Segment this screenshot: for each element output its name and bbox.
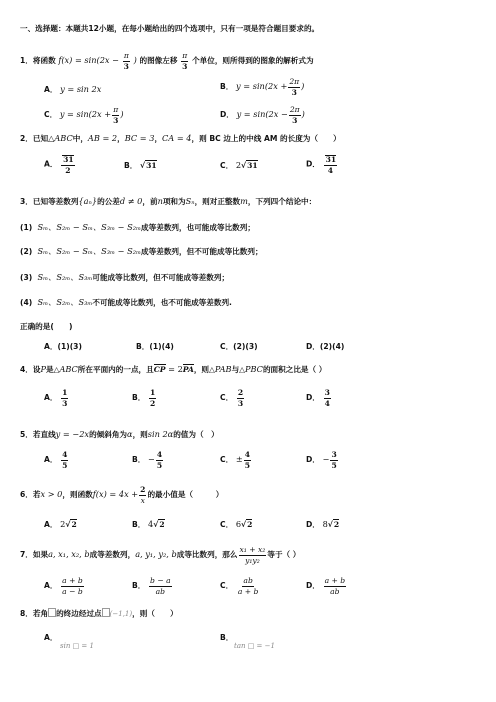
q1-option-b[interactable]: B． y = sin(2x + $\frac{2\pi}{3}$ ) [220,77,305,97]
question-7: 7．如果a, x₁, x₂, b成等差数列，a, y₁, y₂, b成等比数列，那么 $\frac{\text{x₁ + x₂}}{\text{y₁y₂}}$ 等于（ ） [20,545,301,565]
question-1: 1．将函数 f(x) = sin(2x − $\frac{\pi}{3}$ ) 的图像左移 $\frac{\pi}{3}$ 个单位，则所得到的图象的解析式为 [20,51,314,71]
q1-option-c[interactable]: C． y = sin(2x + $\frac{\pi}{3}$ ) [44,105,124,125]
q3-statement-3: (3) Sₘ、S₂ₘ、S₃ₘ可能成等比数列，但不可能成等差数列； [20,272,230,282]
point-placeholder-icon [102,608,110,617]
q1-shift: $\frac{\pi}{3}$ [182,51,188,71]
q7-option-a[interactable]: A． $\frac{a + b}{a - b}$ [44,576,83,596]
q2-option-c[interactable]: C． 2√31 [220,160,258,170]
q7-option-c[interactable]: C． $\frac{ab}{a + b}$ [220,576,259,596]
q5-option-a[interactable]: A． $\frac{4}{5}$ [44,450,68,470]
q6-option-d[interactable]: D． 8√2 [306,519,340,529]
q8-option-b-value: tan □ = −1 [234,642,275,650]
question-4: 4．设P是△ABC所在平面内的一点，且CP = 2PA，则△PAB与△PBC的面积之比是（ ） [20,364,327,374]
q1-pi-over-3: $\frac{\pi}{3}$ [123,51,129,71]
q5-option-d[interactable]: D． − $\frac{3}{5}$ [306,450,337,470]
q1-prefix: 1．将函数 [20,56,56,66]
q5-option-c[interactable]: C． ± $\frac{4}{5}$ [220,450,250,470]
q1-middle-text: 的图像左移 [139,56,178,66]
q3-option-b[interactable]: B．(1)(4) [136,342,174,351]
section-title: 一、选择题：本题共12小题，在每小题给出的四个选项中，只有一项是符合题目要求的。 [20,24,320,33]
q2-option-a[interactable]: A． $\frac{31}{2}$ [44,155,74,175]
q3-statement-4: (4) Sₘ、S₂ₘ、S₃ₘ不可能成等比数列，也不可能成等差数列. [20,297,232,307]
q7-option-b[interactable]: B． $\frac{b - a}{ab}$ [132,576,171,596]
q8-option-b[interactable]: B． [220,633,234,642]
q2-option-b[interactable]: B． √31 [124,161,157,170]
q3-option-a[interactable]: A．(1)(3) [44,342,82,351]
q4-option-c[interactable]: C． $\frac{2}{3}$ [220,388,244,408]
q1-option-a[interactable]: A． y = sin 2x [44,84,102,94]
q3-statement-1: (1) Sₘ、S₂ₘ − Sₘ、S₃ₘ − S₂ₘ成等差数列，也可能成等比数列； [20,222,255,232]
q1-suffix: 个单位，则所得到的图象的解析式为 [192,56,314,66]
q8-option-a[interactable]: A． [44,633,58,642]
question-2: 2．已知△ABC中，AB = 2，BC = 3，CA = 4，则 BC 边上的中线 AM 的长度为（ ） [20,133,341,143]
q3-statement-2: (2) Sₘ、S₂ₘ − Sₘ、S₃ₘ − S₂ₘ成等差数列，但不可能成等比数列； [20,246,263,256]
q4-option-d[interactable]: D． $\frac{3}{4}$ [306,388,330,408]
q1-function: f(x) = sin(2x − [58,55,120,66]
question-3: 3．已知等差数列{aₙ}的公差d ≠ 0，前n项和为Sₙ，则对正整数m，下列四个结论中： [20,196,317,206]
q2-option-d[interactable]: D． $\frac{31}{4}$ [306,155,337,175]
question-8: 8．若角 的终边经过点 (−1,1)，则（ ） [20,609,178,618]
q6-option-a[interactable]: A． 2√2 [44,519,77,529]
angle-placeholder-icon [48,608,56,617]
q6-option-b[interactable]: B． 4√2 [132,519,165,529]
q6-option-c[interactable]: C． 6√2 [220,519,253,529]
question-6: 6．若x > 0，则函数f(x) = 4x + $\frac{2}{x}$ 的最小值是（ ） [20,485,224,505]
q3-option-d[interactable]: D．(2)(4) [306,342,345,351]
q1-option-d[interactable]: D． y = sin(2x − $\frac{2\pi}{3}$ ) [220,105,305,125]
q4-option-b[interactable]: B． $\frac{1}{2}$ [132,388,156,408]
question-5: 5．若直线y = −2x的倾斜角为α，则sin 2α的值为（ ） [20,429,219,439]
q4-option-a[interactable]: A． $\frac{1}{3}$ [44,388,68,408]
q5-option-b[interactable]: B． − $\frac{4}{5}$ [132,450,163,470]
q7-option-d[interactable]: D． $\frac{a + b}{ab}$ [306,576,346,596]
q3-option-c[interactable]: C．(2)(3) [220,342,258,351]
q8-option-a-value: sin □ = 1 [60,642,94,650]
q3-correct-prompt: 正确的是( ) [20,322,73,331]
